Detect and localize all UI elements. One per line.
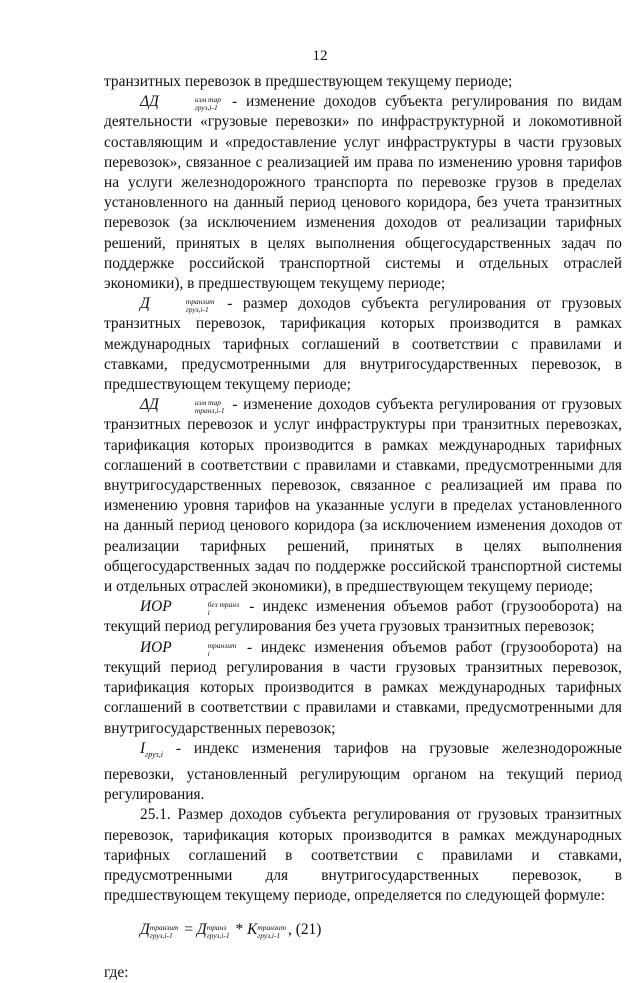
paragraph-continuation: транзитных перевозок в предшествующем текущему периоде; [104, 73, 513, 90]
formula-21: Д транзит груз,i-1 = Д транз груз,i-1 * К транзит груз,i-1 , (21) [140, 921, 322, 941]
paragraph-25-1: 25.1. Размер доходов субъекта регулирования от грузовых транзитных перевозок, тарификация которых производится в рамках международных тарифных соглашений в соответствии с правилами и ставками, предусмотренными для внутригосударственных перевозок, в предшествующем текущему периоде, определяется по следующей формуле: [104, 806, 622, 905]
symbol-indices: изм тар груз,i-1 [194, 95, 221, 113]
where-label: где: [104, 963, 129, 981]
symbol: ΔД [140, 93, 159, 111]
symbol-subscript: груз,i [145, 749, 163, 759]
symbol: ИОР [140, 638, 172, 656]
symbol: Д [140, 295, 150, 313]
symbol-indices: транзит груз,i-1 [185, 297, 215, 315]
definition-text: - размер доходов субъекта регулирования от грузовых транзитных перевозок, тарификация которых производится в рамках международных тарифных соглашений в соответствии с правилами и ставками, предусмотренными для внутригосударственных перевозок, в предшествующем текущему периоде; [104, 295, 622, 394]
symbol-indices: транзит i [207, 640, 237, 658]
definition-d-transit [104, 294, 622, 395]
symbol: ΔД [140, 396, 159, 414]
definition-delta-d-freight [104, 92, 622, 294]
definition-text: - индекс изменения объемов работ (грузооборота) на текущий период регулирования в части грузовых транзитных перевозок, тарификация которых производится в рамках международных тарифных соглашений в соответствии с правилами и ставками, предусмотренными для внутригосударственных перевозок; [104, 638, 622, 737]
definition-ior-transit [104, 638, 622, 739]
symbol: I [140, 739, 146, 757]
definition-text: - изменение доходов субъекта регулирования от грузовых транзитных перевозок и услуг инфраструктуры при транзитных перевозках, тарификация которых производится в рамках международных тарифных соглашений в соответствии с правилами и ставками, предусмотренными для внутригосударственных перевозок, связанное с реализацией им права по изменению уровня тарифов на указанные услуги в пределах установленного на данный период ценового коридора (за исключением изменения доходов от реализации тарифных решений, принятых в целях выполнения общегосударственных задач по поддержке российской транспортной системы и отдельных отраслей экономики), в предшествующем текущему периоде; [104, 396, 622, 596]
definition-tariff-index [104, 739, 622, 806]
symbol-indices: изм тар транз,i-1 [194, 398, 225, 416]
definition-text: - индекс изменения тарифов на грузовые железнодорожные перевозки, установленный регулирующим органом на текущий период регулирования. [104, 739, 622, 804]
definition-text: - изменение доходов субъекта регулирования по видам деятельности «грузовые перевозки» по инфраструктурной и локомотивной составляющим и «предоставление услуг инфраструктуры в части грузовых перевозок», связанное с реализацией им права по изменению уровня тарифов на услуги железнодорожного транспорта по перевозке грузов в пределах установленного на данный период ценового коридора, без учета транзитных перевозок (за исключением изменения доходов от реализации тарифных решений, принятых в целях выполнения общегосударственных задач по поддержке российской транспортной системы и отдельных отраслей экономики), в предшествующем текущему периоде; [104, 93, 622, 293]
definition-ior-without-transit [104, 597, 622, 637]
definition-delta-d-transit [104, 395, 622, 597]
text-body [104, 72, 622, 983]
symbol: ИОР [140, 598, 172, 616]
page-number: 12 [312, 48, 328, 64]
definition-text: - индекс изменения объемов работ (грузооборота) на текущий период регулирования без учета грузовых транзитных перевозок; [104, 598, 622, 636]
symbol-indices: без транз i [207, 600, 240, 618]
